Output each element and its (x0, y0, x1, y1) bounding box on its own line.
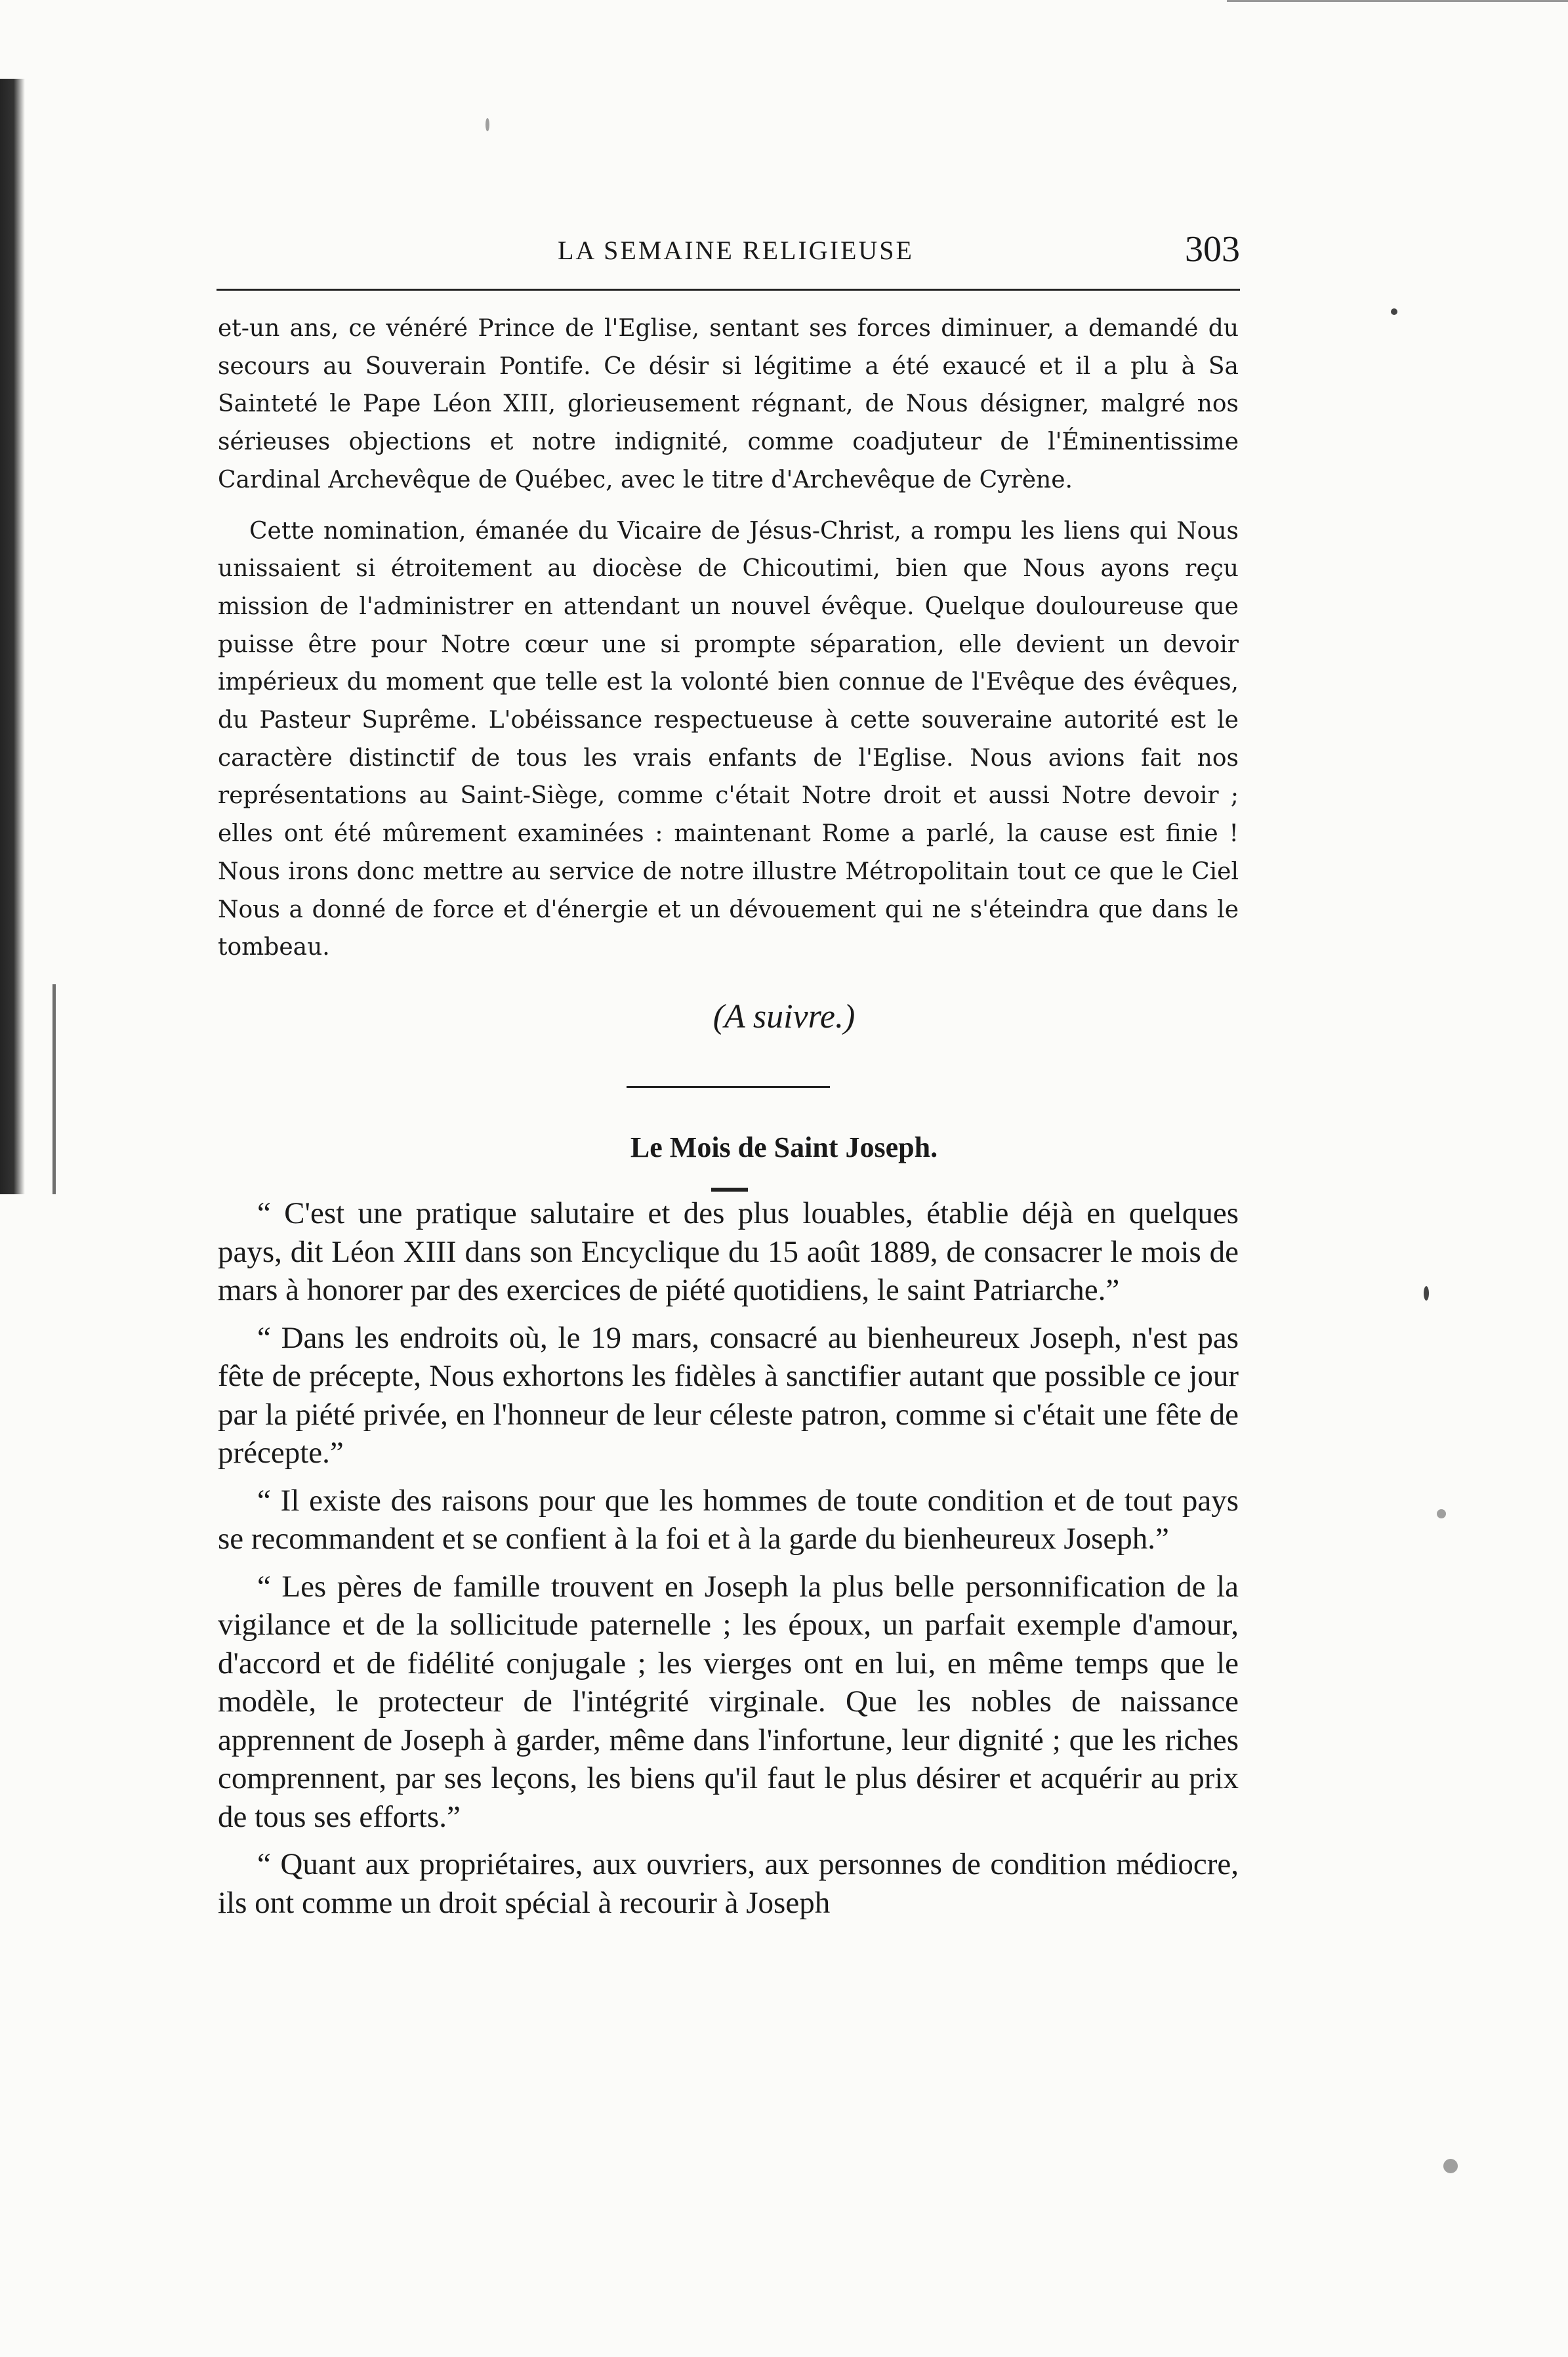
to-be-continued: (A suivre.) (712, 998, 856, 1035)
continued-paragraph-1: et-un ans, ce vénéré Prince de l'Eglise, sentant ses forces diminuer, a demandé du secours au Souverain Pontife. Ce désir si légitime a été exaucé et il a plu à Sa Sainteté le Pape Léon XIII, glorieusement régnant, de Nous désigner, malgré nos sérieuses objections et notre indignité, comme coadjuteur de l'Éminentissime Cardinal Archevêque de Québec, avec le titre d'Archevêque de Cyrène. (218, 315, 1239, 493)
page-number: 303 (1185, 229, 1240, 270)
section-paragraph: “ Quant aux propriétaires, aux ouvriers, aux personnes de condition médiocre, ils ont comme un droit spécial à recourir à Joseph (218, 1847, 1239, 1920)
section-body (218, 1194, 1239, 1931)
section-paragraph: “ Les pères de famille trouvent en Joseph la plus belle personnification de la vigilance et de la sollicitude paternelle ; les époux, un parfait exemple d'amour, d'accord et de fidélité conjugale ; les vierges ont en lui, en même temps que le modèle, le protecteur de l'intégrité virginale. Que les nobles de naissance apprennent de Joseph à garder, même dans l'infortune, leur dignité ; que les riches comprennent, par ses leçons, les biens qu'il faut le plus désirer et acquérir au prix de tous ses efforts.” (218, 1569, 1239, 1834)
continued-paragraph-2: Cette nomination, émanée du Vicaire de Jésus-Christ, a rompu les liens qui Nous unissaient si étroitement au diocèse de Chicoutimi, bien que Nous ayons reçu mission de l'administrer en attendant un nouvel évêque. Quelque douloureuse que puisse être pour Notre cœur une si prompte séparation, elle devient un devoir impérieux du moment que telle est la volonté bien connue de l'Evêque des évêques, du Pasteur Suprême. L'obéissance respectueuse à cette souveraine autorité est le caractère distinctif de tous les vrais enfants de l'Eglise. Nous avions fait nos représentations au Saint-Siège, comme c'était Notre droit et aussi Notre devoir ; elles ont été mûrement examinées : maintenant Rome a parlé, la cause est finie ! Nous irons donc mettre au service de notre illustre Métropolitain tout ce que le Ciel Nous a donné de force et d'énergie et un dévouement qui ne s'éteindra que dans le tombeau. (218, 517, 1239, 961)
section-paragraph: “ Dans les endroits où, le 19 mars, consacré au bienheureux Joseph, n'est pas fête de précepte, Nous exhortons les fidèles à sanctifier autant que possible ce jour par la piété privée, en l'honneur de leur céleste patron, comme si c'était une fête de précepte.” (218, 1320, 1239, 1470)
title-ornament-rule (711, 1188, 748, 1192)
section-paragraph: “ Il existe des raisons pour que les hommes de toute condition et de tout pays se recommandent et se confient à la foi et à la garde du bienheureux Joseph.” (218, 1483, 1239, 1556)
scan-speck (485, 118, 489, 131)
scan-speck (1424, 1286, 1429, 1301)
scan-speck (1443, 2159, 1458, 2173)
running-title: LA SEMAINE RELIGIEUSE (558, 236, 914, 265)
page-header (217, 228, 1240, 281)
section-divider-rule (627, 1086, 830, 1088)
scan-top-scratch (1227, 0, 1568, 11)
section-paragraph: “ C'est une pratique salutaire et des plus louables, établie déjà en quelques pays, dit Léon XIII dans son Encyclique du 15 août 1889, de consacrer le mois de mars à honorer par des exercices de piété quotidiens, le saint Patriarche.” (218, 1196, 1239, 1307)
scan-speck (1437, 1509, 1446, 1518)
section-title: Le Mois de Saint Joseph. (630, 1131, 938, 1163)
header-rule (217, 289, 1240, 291)
scan-speck (1391, 308, 1397, 315)
continued-article (218, 310, 1239, 967)
